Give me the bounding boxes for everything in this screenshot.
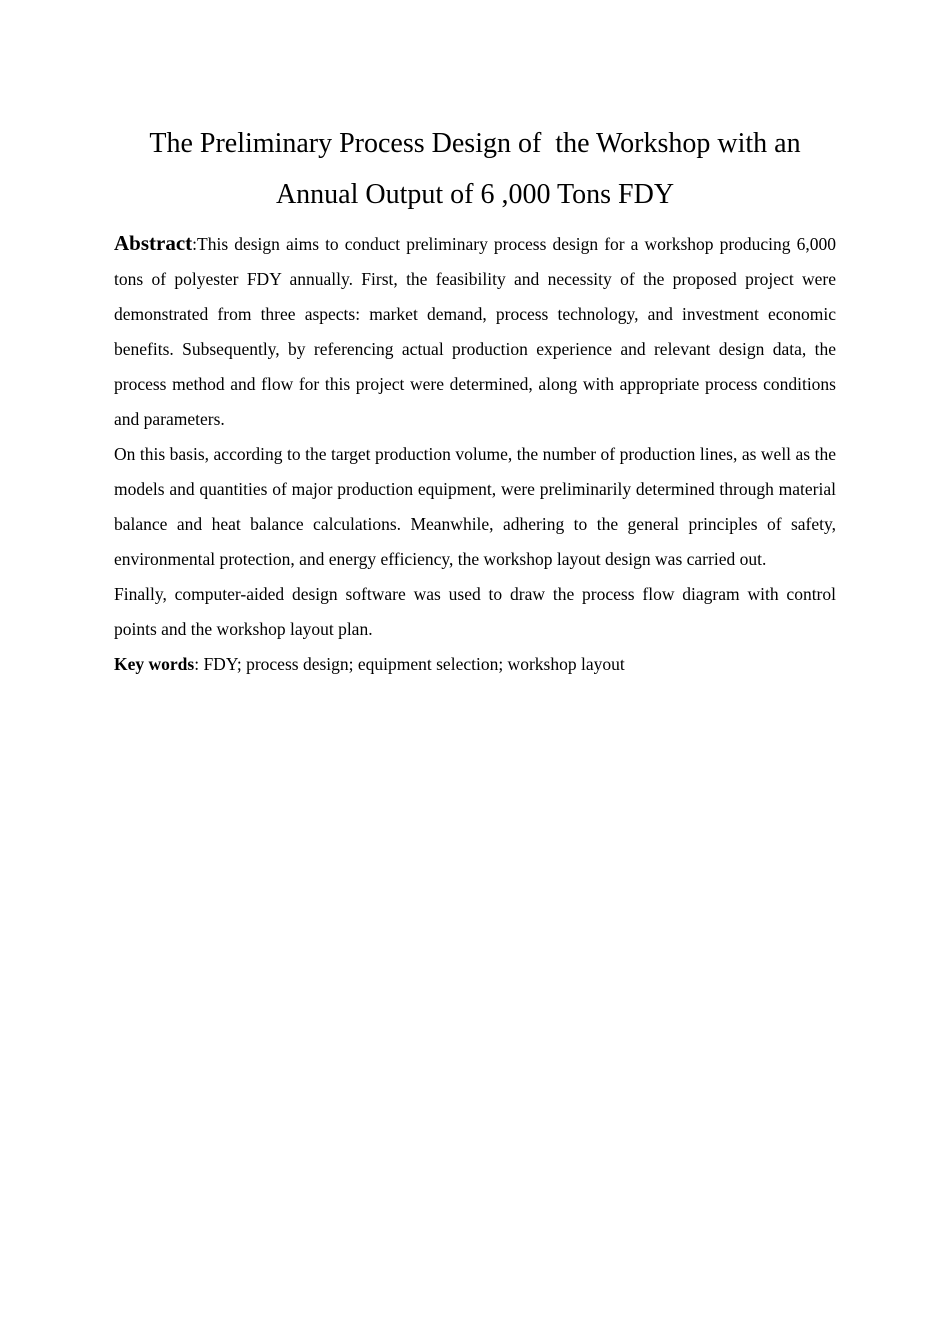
keywords-text: FDY; process design; equipment selection; workshop layout [203,654,625,674]
document-title [114,118,836,220]
keywords-separator: : [194,654,204,674]
title-line-2: Annual Output of 6 ,000 Tons FDY [275,179,675,210]
keywords-line [114,647,836,682]
keywords-label: Key words [114,654,195,674]
title-line-1: The Preliminary Process Design of the Workshop with an [149,128,801,159]
abstract-paragraph-1 [114,226,836,437]
abstract-paragraph-2: On this basis, according to the target production volume, the number of production lines, as well as the models and quantities of major production equipment, were preliminarily determined through material balance and heat balance calculations. Meanwhile, adhering to the general principles of safety, environmental protection, and energy efficiency, the workshop layout design was carried out. [114,444,836,569]
abstract-paragraph-3: Finally, computer-aided design software was used to draw the process flow diagram with control points and the workshop layout plan. [114,584,836,639]
abstract-label: Abstract [114,231,193,255]
abstract-text-1: This design aims to conduct preliminary process design for a workshop producing 6,000 tons of polyester FDY annually. First, the feasibility and necessity of the proposed project were demonstrated from three aspects: market demand, process technology, and investment economic benefits. Subsequently, by referencing actual production experience and relevant design data, the process method and flow for this project were determined, along with appropriate process conditions and parameters. [114,234,836,429]
abstract-separator: : [192,234,198,254]
abstract-section [114,226,836,682]
